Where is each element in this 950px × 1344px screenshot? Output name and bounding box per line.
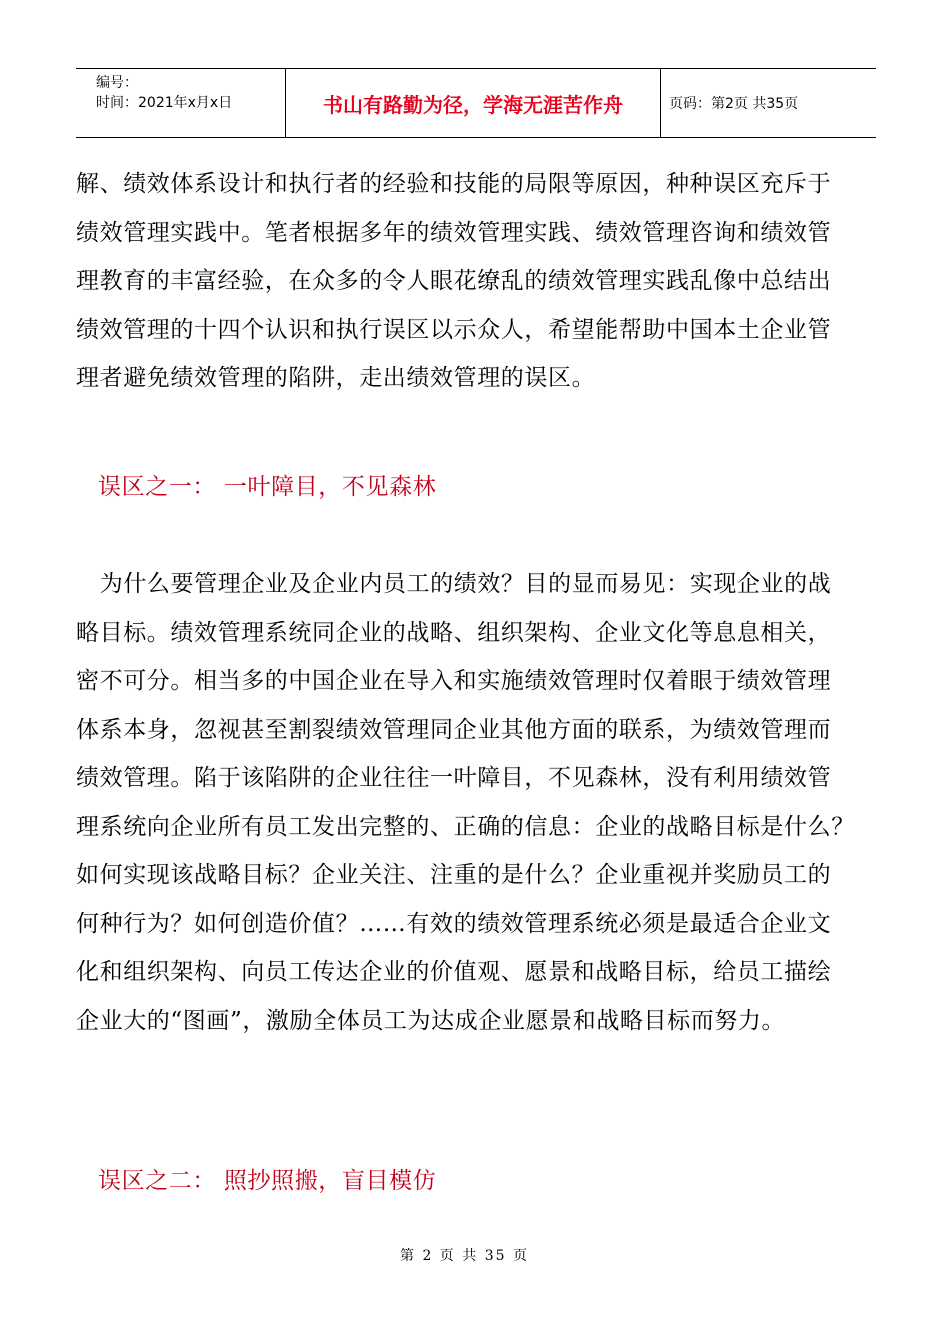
header-motto: 书山有路勤为径，学海无涯苦作舟 <box>286 69 661 137</box>
section-heading-2: 误区之二： 照抄照搬，盲目模仿 <box>98 1168 437 1194</box>
page-footer: 第 2 页 共 35 页 <box>400 1248 529 1264</box>
section-heading-1: 误区之一： 一叶障目，不见森林 <box>98 474 437 500</box>
header-page-code: 页码：第2页 共35页 <box>669 96 799 112</box>
header-meta <box>76 69 286 137</box>
body-paragraph-section-1: 为什么要管理企业及企业内员工的绩效？目的显而易见：实现企业的战 略目标。绩效管理系统同企业的战略、组织架构、企业文化等息息相关， 密不可分。相当多的中国企业在导入和实施绩效管理时仅着眼于绩效管理 体系本身，忽视甚至割裂绩效管理同企业其他方面的联系，为绩效管理而 绩效管理。陷于该陷阱的企业往往一叶障目，不见森林，没有利用绩效管 理系统向企业所有员工发出完整的、正确的信息：企业的战略目标是什么？ 如何实现该战略目标？企业关注、注重的是什么？企业重视并奖励员工的 何种行为？如何创造价值？……有效的绩效管理系统必须是最适合企业文 化和组织架构、向员工传达企业的价值观、愿景和战略目标，给员工描绘 企业大的“图画”，激励全体员工为达成企业愿景和战略目标而努力。 <box>76 571 855 1034</box>
document-date: 时间：2021年x月x日 <box>96 95 233 111</box>
body-paragraph-intro: 解、绩效体系设计和执行者的经验和技能的局限等原因，种种误区充斥于 绩效管理实践中。笔者根据多年的绩效管理实践、绩效管理咨询和绩效管 理教育的丰富经验，在众多的令人眼花缭乱的绩效管理实践乱像中总结出 绩效管理的十四个认识和执行误区以示众人，希望能帮助中国本土企业管 理者避免绩效管理的陷阱，走出绩效管理的误区。 <box>76 171 832 391</box>
document-number: 编号： <box>96 75 138 91</box>
page-header <box>76 68 876 138</box>
